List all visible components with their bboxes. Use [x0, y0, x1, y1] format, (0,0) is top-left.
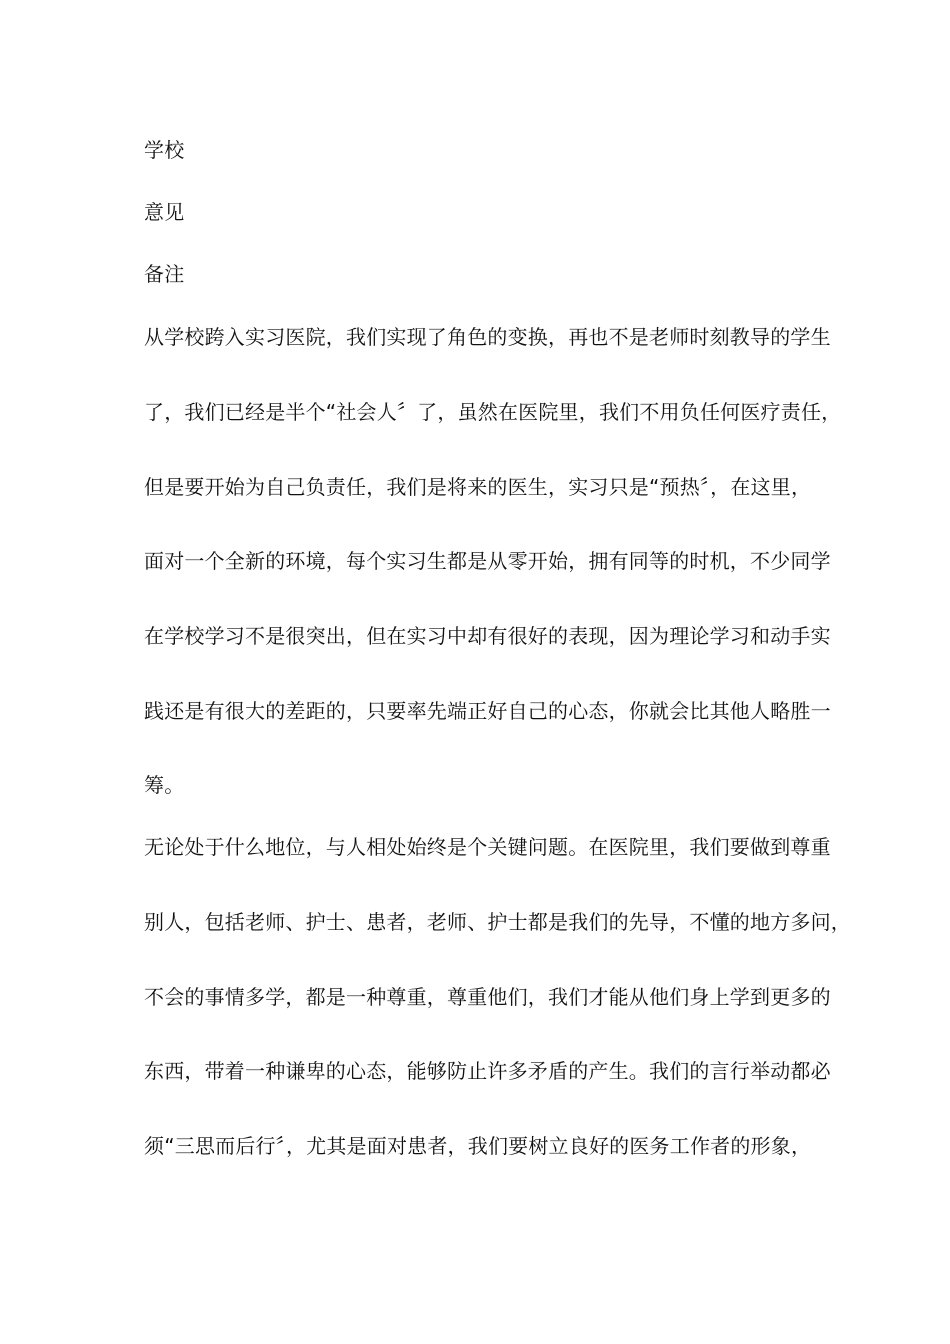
paragraph-line: 了，我们已经是半个“社会人〞了，虽然在医院里，我们不用负任何医疗责任，	[144, 400, 842, 424]
paragraph-line: 面对一个全新的环境，每个实习生都是从零开始，拥有同等的时机，不少同学	[144, 549, 831, 573]
paragraph-line: 别人，包括老师、护士、患者，老师、护士都是我们的先导，不懂的地方多问，	[144, 910, 851, 934]
paragraph-line: 须“三思而后行〞，尤其是面对患者，我们要树立良好的医务工作者的形象，	[144, 1134, 812, 1158]
label-school: 学校	[144, 138, 185, 162]
paragraph-line: 东西，带着一种谦卑的心态，能够防止许多矛盾的产生。我们的言行举动都必	[144, 1059, 831, 1083]
label-remarks: 备注	[144, 262, 185, 286]
paragraph-line: 无论处于什么地位，与人相处始终是个关键问题。在医院里，我们要做到尊重	[144, 835, 831, 859]
paragraph-line: 不会的事情多学，都是一种尊重，尊重他们，我们才能从他们身上学到更多的	[144, 985, 831, 1009]
paragraph-line: 筹。	[144, 773, 185, 797]
paragraph-line: 践还是有很大的差距的，只要率先端正好自己的心态，你就会比其他人略胜一	[144, 699, 831, 723]
paragraph-line: 在学校学习不是很突出，但在实习中却有很好的表现，因为理论学习和动手实	[144, 624, 831, 648]
label-opinion: 意见	[144, 200, 185, 224]
paragraph-line: 但是要开始为自己负责任，我们是将来的医生，实习只是“预热〞，在这里，	[144, 475, 812, 499]
paragraph-line: 从学校跨入实习医院，我们实现了角色的变换，再也不是老师时刻教导的学生	[144, 325, 831, 349]
